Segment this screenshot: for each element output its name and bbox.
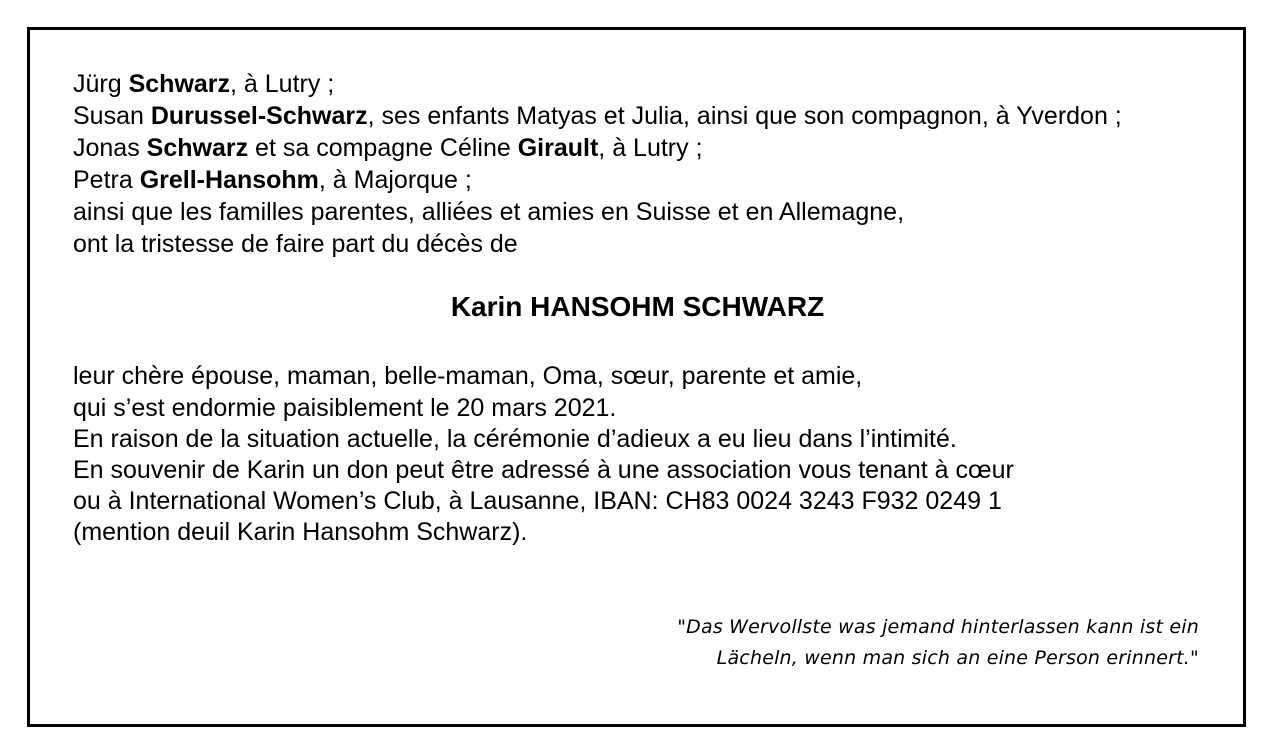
body-line-4: En souvenir de Karin un don peut être adressé à une association vous tenant à cœur [73, 456, 1014, 484]
quote-line-1: "Das Wervollste was jemand hinterlassen kann ist ein [677, 616, 1199, 638]
family-line-3: Jonas Schwarz et sa compagne Céline Girault, à Lutry ; [73, 134, 703, 162]
family-line-4: Petra Grell-Hansohm, à Majorque ; [73, 166, 472, 194]
family-line-2: Susan Durussel-Schwarz, ses enfants Matyas et Julia, ainsi que son compagnon, à Yverdon ; [73, 102, 1122, 130]
body-line-2: qui s’est endormie paisiblement le 20 mars 2021. [73, 394, 617, 422]
deceased-name: Karin HANSOHM SCHWARZ [450, 291, 825, 322]
body-line-1: leur chère épouse, maman, belle-maman, Oma, sœur, parente et amie, [73, 362, 863, 390]
family-line-5: ainsi que les familles parentes, alliées et amies en Suisse et en Allemagne, [73, 198, 905, 226]
family-line-1: Jürg Schwarz, à Lutry ; [73, 70, 335, 98]
body-line-5: ou à International Women’s Club, à Lausanne, IBAN: CH83 0024 3243 F932 0249 1 [73, 487, 1002, 515]
body-line-6: (mention deuil Karin Hansohm Schwarz). [73, 518, 528, 546]
family-line-6: ont la tristesse de faire part du décès de [73, 230, 518, 258]
quote-line-2: Lächeln, wenn man sich an eine Person erinnert." [716, 647, 1199, 669]
body-line-3: En raison de la situation actuelle, la cérémonie d’adieux a eu lieu dans l’intimité. [73, 425, 957, 453]
